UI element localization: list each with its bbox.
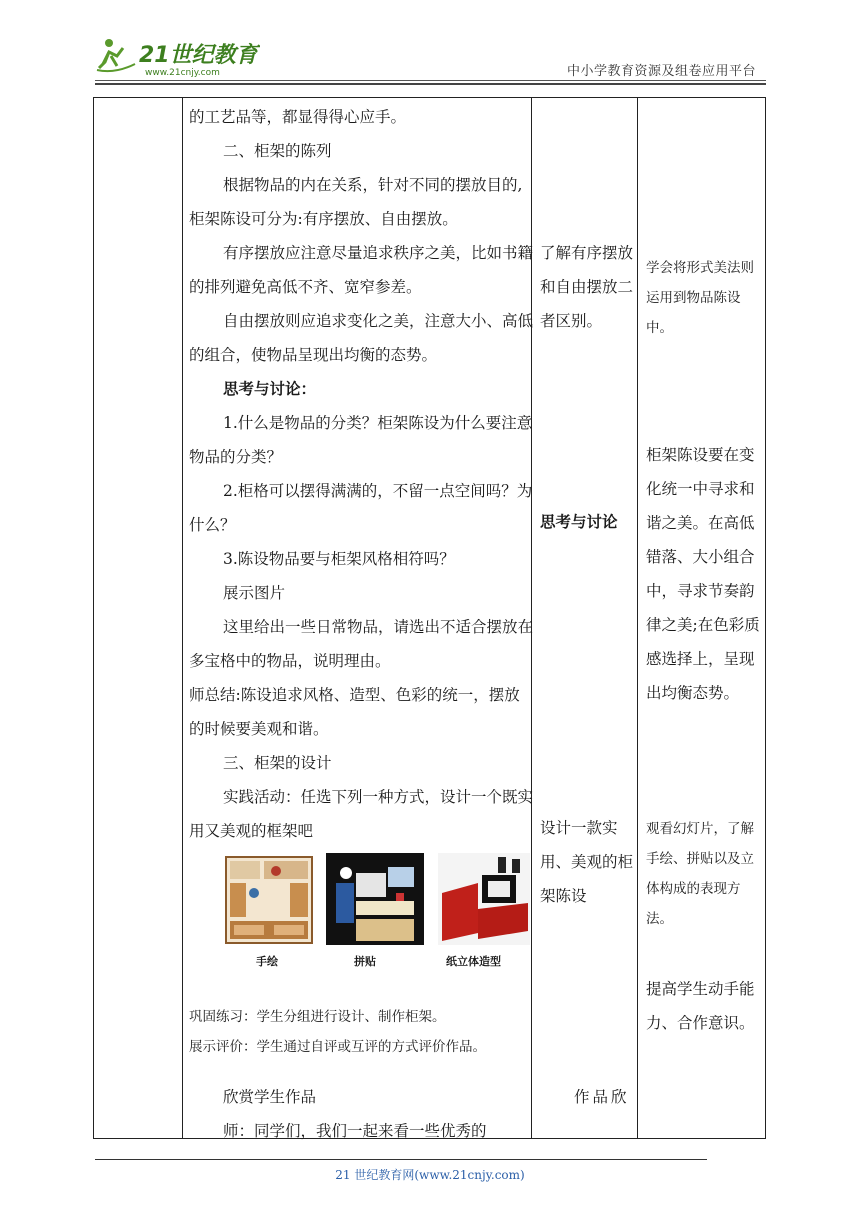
paragraph: 自由摆放则应追求变化之美，注意大小、高低的组合，使物品呈现出均衡的态势。 [189,312,534,364]
method-images [224,853,530,983]
collage-cabinet-image [326,853,424,945]
header-divider-bold [95,83,766,85]
site-logo [95,34,260,78]
paragraph: 有序摆放应注意尽量追求秩序之美，比如书籍的排列避免高低不齐、宽窄参差。 [189,244,534,296]
appreciation-cell: 作品欣 [574,1088,630,1106]
question: 1.什么是物品的分类？柜架陈设为什么要注意物品的分类？ [189,414,533,466]
image-caption: 手绘 [256,955,278,968]
paragraph: 根据物品的内在关系，针对不同的摆放目的,柜架陈设可分为:有序摆放、自由摆放。 [189,176,523,228]
evaluation-text: 展示评价：学生通过自评或互评的方式评价作品。 [189,1039,486,1055]
section-heading: 二、柜架的陈列 [223,142,332,160]
column-divider [637,98,638,1138]
intent-cell: 提高学生动手能力、合作意识。 [646,980,755,1032]
platform-title: 中小学教育资源及组卷应用平台 [566,64,756,79]
hand-drawn-cabinet-image [224,853,314,945]
intent-cell: 柜架陈设要在变化统一中寻求和谐之美。在高低错落、大小组合中，寻求节奏韵律之美;在色彩质感选择上，呈现出均衡态势。 [646,446,760,702]
paragraph: 欣赏学生作品 [223,1088,317,1106]
svg-text:21世纪教育: 21世纪教育 [139,43,258,68]
teaching-process-cell [189,100,534,1148]
question: 3.陈设物品要与柜架风格相符吗？ [223,550,455,568]
image-caption: 纸立体造型 [446,955,501,968]
intent-cell: 学会将形式美法则运用到物品陈设中。 [646,260,754,336]
intent-cell: 观看幻灯片，了解手绘、拼贴以及立体构成的表现方法。 [646,821,754,927]
paragraph: 师：同学们，我们一起来看一些优秀的 [223,1122,487,1140]
paragraph: 的工艺品等，都显得得心应手。 [189,108,407,126]
column-divider [182,98,183,1138]
paragraph: 这里给出一些日常物品，请选出不适合摆放在多宝格中的物品，说明理由。 [189,618,534,670]
paragraph: 展示图片 [223,584,286,602]
svg-text:www.21cnjy.com: www.21cnjy.com [145,68,220,78]
footer-divider [95,1159,707,1160]
lesson-table [93,97,766,1139]
design-task-cell: 设计一款实用、美观的柜架陈设 [540,819,634,905]
question: 2.柜格可以摆得满满的，不留一点空间吗？为什么？ [189,482,533,534]
activity-cell: 思考与讨论 [540,512,618,531]
learning-goal-cell: 了解有序摆放和自由摆放二者区别。 [540,244,634,330]
section-heading: 三、柜架的设计 [223,754,332,772]
image-caption: 拼贴 [354,955,376,968]
teacher-summary: 师总结:陈设追求风格、造型、色彩的统一，摆放的时候要美观和谐。 [189,686,520,738]
paragraph: 实践活动：任选下列一种方式，设计一个既实用又美观的框架吧 [189,788,534,840]
practice-text: 巩固练习：学生分组进行设计、制作柜架。 [189,1009,446,1025]
footer-link[interactable]: 21 世纪教育网(www.21cnjy.com) [335,1168,525,1182]
header-divider [95,80,766,81]
paper-3d-cabinet-image [438,853,530,945]
discussion-heading: 思考与讨论： [223,379,317,398]
